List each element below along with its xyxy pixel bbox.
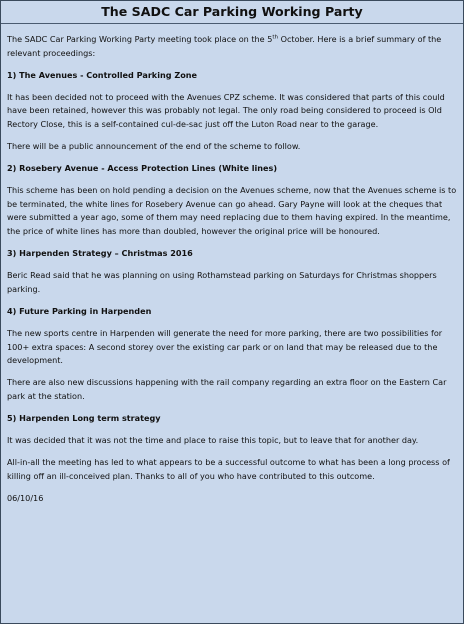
section-4-paragraph-2: There are also new discussions happening with the rail company regarding an extra floor on the Eastern Car park at the station. [7,377,447,401]
document-date: 06/10/16 [7,492,44,503]
section-heading-1: 1) The Avenues - Controlled Parking Zone [7,69,198,80]
intro-paragraph: The SADC Car Parking Working Party meeting took place on the 5th October. Here is a brief summary of the relevant proceedings: [7,34,442,58]
section-heading-3: 3) Harpenden Strategy – Christmas 2016 [7,248,193,259]
section-heading-2: 2) Rosebery Avenue - Access Protection Lines (White lines) [7,163,278,174]
section-5-paragraph-1: It was decided that it was not the time and place to raise this topic, but to leave that for another day. [7,435,419,446]
section-1-paragraph-1: It has been decided not to proceed with the Avenues CPZ scheme. It was considered that parts of this could have been retained, however this was probably not legal. The only road being considered to proceed is Old Rectory Close, this is a self-contained cul-de-sac just off the Luton Road near to the garage. [7,91,445,129]
section-1-paragraph-2: There will be a public announcement of the end of the scheme to follow. [7,141,301,152]
section-3-paragraph-1: Beric Read said that he was planning on using Rothamstead parking on Saturdays for Christmas shoppers parking. [7,270,437,294]
section-4-paragraph-1: The new sports centre in Harpenden will generate the need for more parking, there are two possibilities for 100+ extra spaces: A second storey over the existing car park or on land that may be released due to the development. [7,328,443,366]
section-heading-4: 4) Future Parking in Harpenden [7,305,152,316]
document-body [1,24,463,505]
section-heading-5: 5) Harpenden Long term strategy [7,412,161,423]
section-2-paragraph-1: This scheme has been on hold pending a decision on the Avenues scheme, now that the Avenues scheme is to be terminated, the white lines for Rosebery Avenue can go ahead. Gary Payne will look at the cheques that were submitted a year ago, some of them may need replacing due to them having expired. In the meantime, the price of white lines has more than doubled, however the original price will be honoured. [7,185,457,237]
section-5-paragraph-2: All-in-all the meeting has led to what appears to be a successful outcome to what has been a long process of killing off an ill-conceived plan. Thanks to all of you who have contributed to this outcome. [7,457,450,481]
document-title: The SADC Car Parking Working Party [1,1,463,24]
